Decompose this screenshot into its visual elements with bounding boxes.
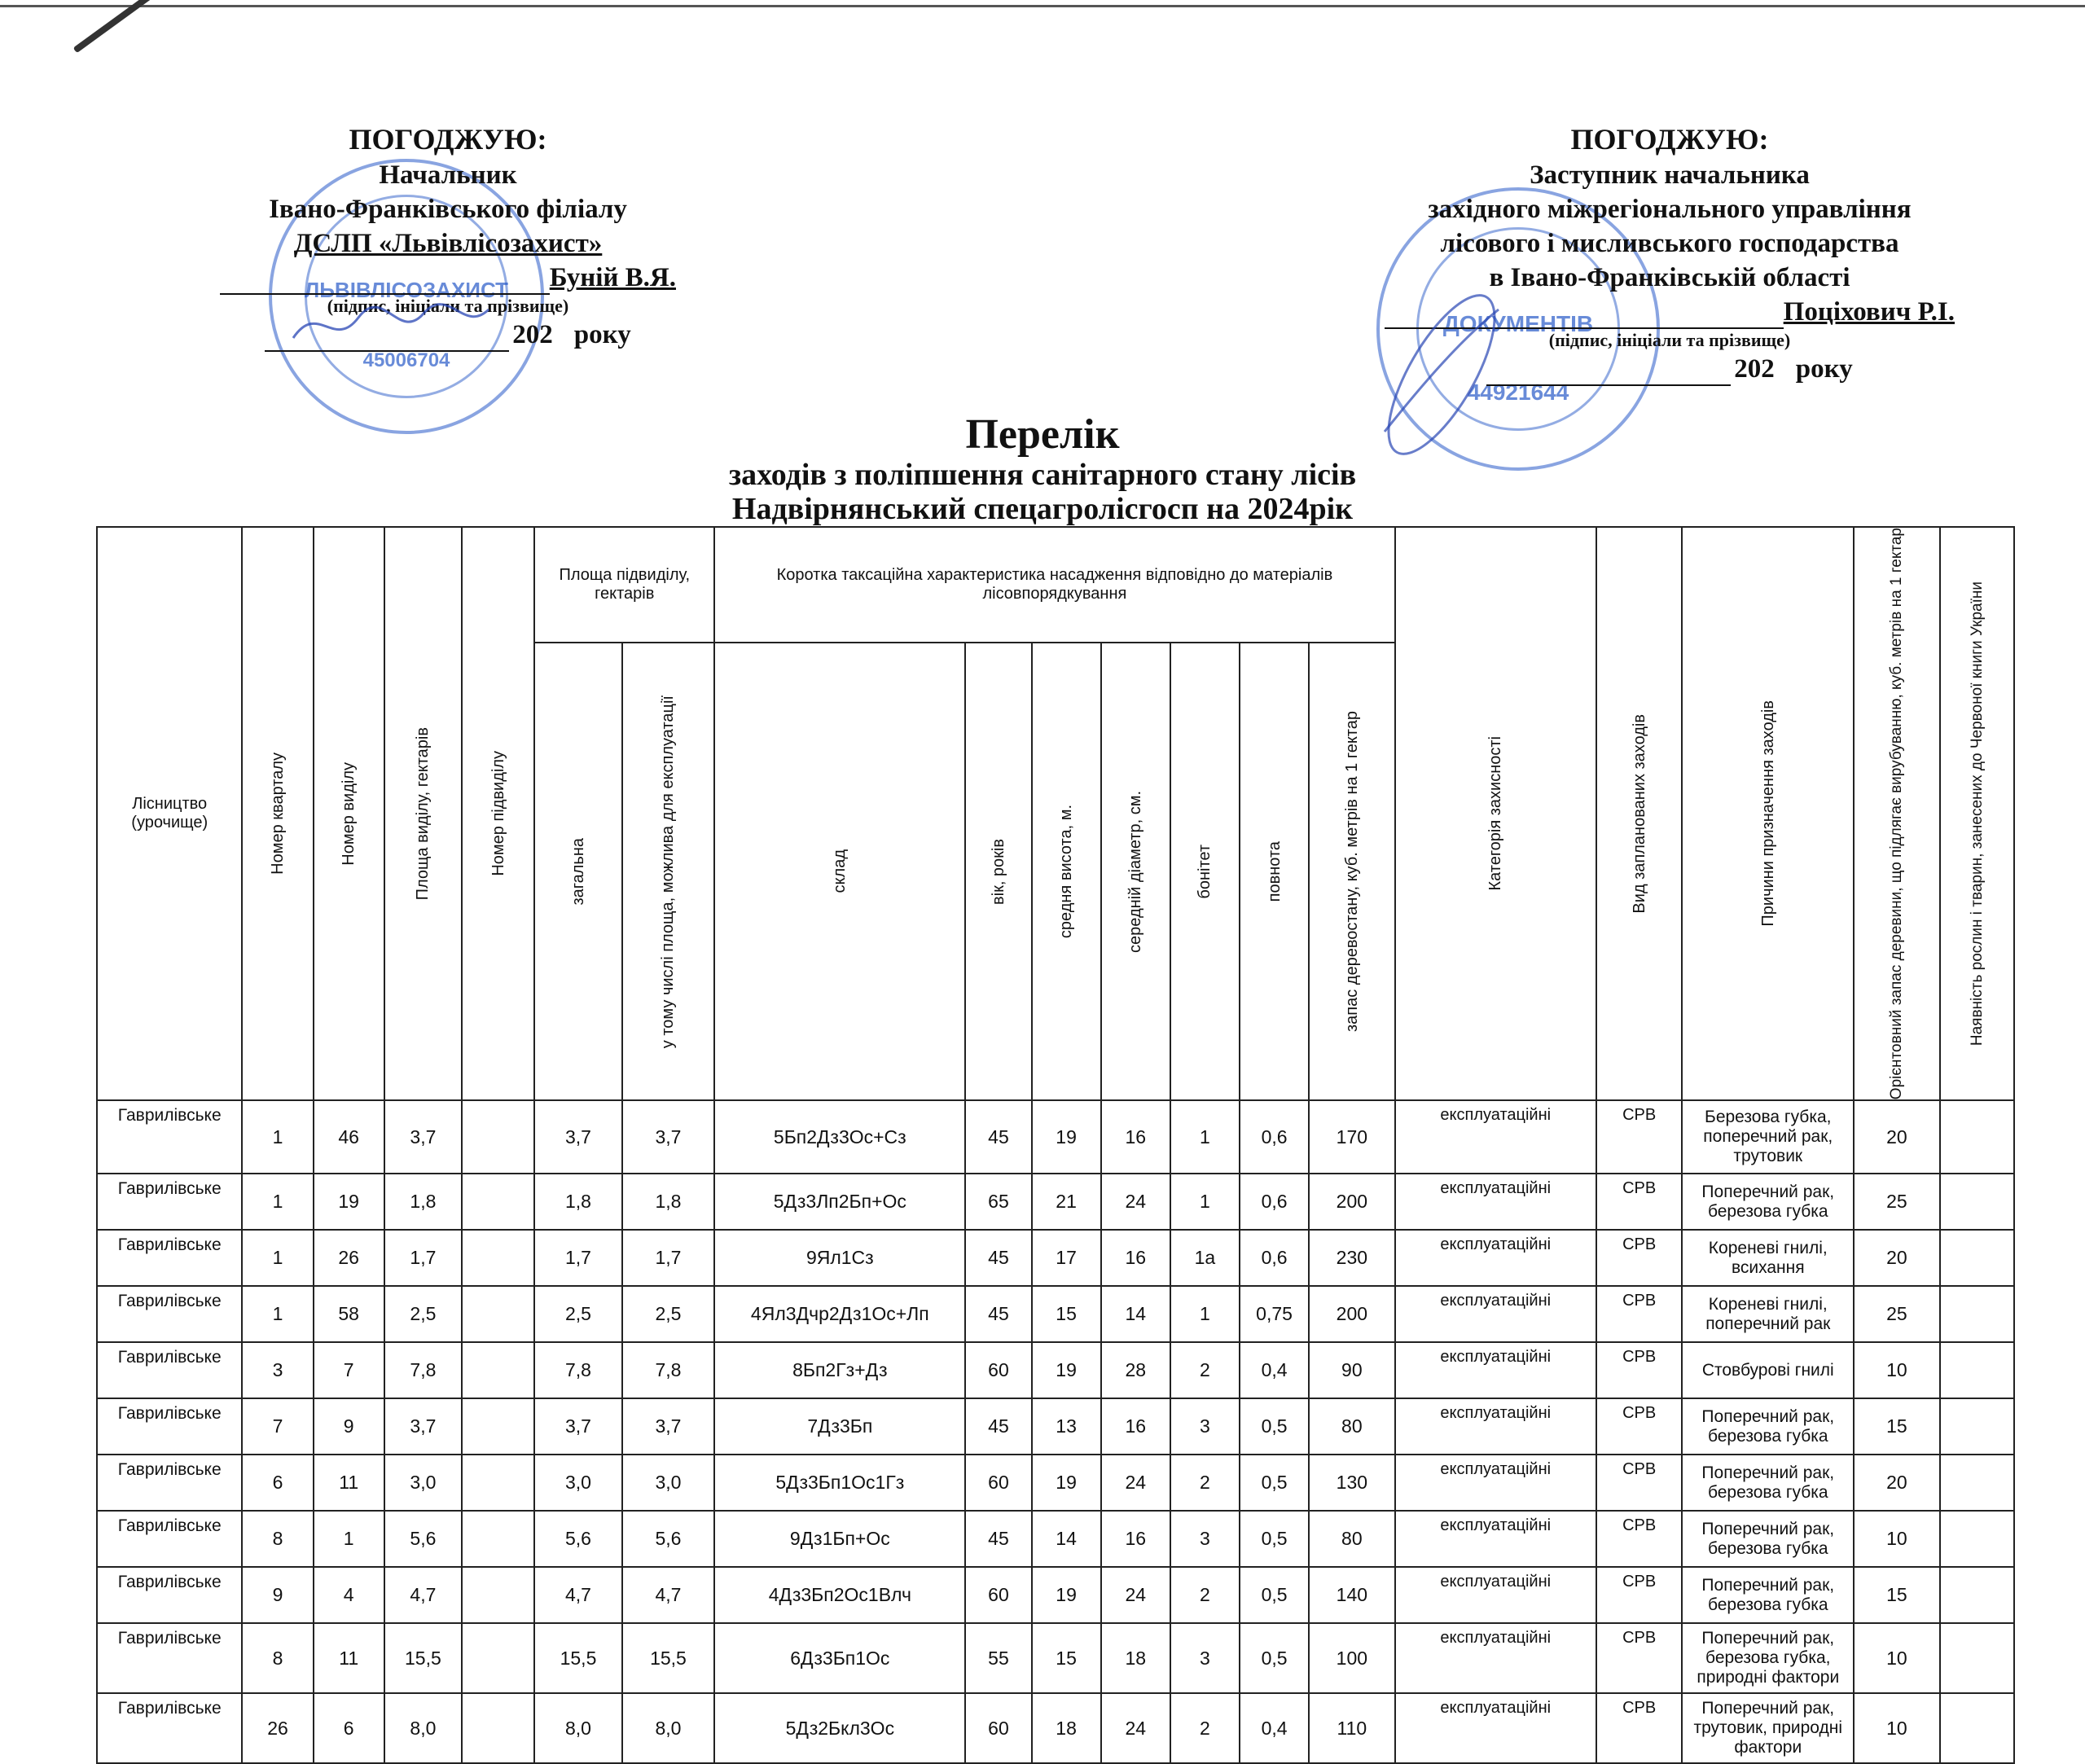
cell-quarter: 7 bbox=[242, 1398, 313, 1455]
header-plot-area: Площа виділу, гектарів bbox=[384, 527, 462, 1100]
left-stamp-code: 45006704 bbox=[362, 349, 450, 371]
cell-density: 0,75 bbox=[1240, 1286, 1309, 1342]
cell-volume: 10 bbox=[1854, 1693, 1939, 1763]
cell-measure-type: СРВ bbox=[1596, 1398, 1682, 1455]
header-bonitet: бонітет bbox=[1170, 643, 1240, 1100]
cell-reason: Поперечний рак, березова губка bbox=[1682, 1511, 1854, 1567]
cell-reason: Поперечний рак, трутовик, природні фактори bbox=[1682, 1693, 1854, 1763]
cell-protection-category: експлуатаційні bbox=[1395, 1567, 1596, 1623]
cell-diameter: 16 bbox=[1101, 1398, 1170, 1455]
cell-composition: 8Бп2Гз+Дз bbox=[714, 1342, 965, 1398]
cell-plot: 11 bbox=[314, 1623, 384, 1693]
cell-age: 55 bbox=[965, 1623, 1031, 1693]
cell-reason: Стовбурові гнилі bbox=[1682, 1342, 1854, 1398]
cell-subplot bbox=[462, 1174, 534, 1230]
cell-forestry: Гаврилівське bbox=[97, 1230, 242, 1286]
cell-age: 45 bbox=[965, 1511, 1031, 1567]
pen-mark bbox=[73, 0, 156, 53]
header-age: вік, років bbox=[965, 643, 1031, 1100]
cell-red-book bbox=[1940, 1286, 2014, 1342]
cell-age: 60 bbox=[965, 1455, 1031, 1511]
header-exploitable: у тому числі площа, можлива для експлуатації bbox=[622, 643, 715, 1100]
right-stamp-code: 44921644 bbox=[1467, 380, 1569, 405]
cell-stock: 200 bbox=[1309, 1286, 1394, 1342]
cell-composition: 5Дз2Бкл3Ос bbox=[714, 1693, 965, 1763]
cell-density: 0,5 bbox=[1240, 1398, 1309, 1455]
cell-bonitet: 1 bbox=[1170, 1286, 1240, 1342]
cell-plot: 7 bbox=[314, 1342, 384, 1398]
cell-plot: 58 bbox=[314, 1286, 384, 1342]
cell-forestry: Гаврилівське bbox=[97, 1455, 242, 1511]
approval-block-left bbox=[220, 122, 676, 352]
cell-forestry: Гаврилівське bbox=[97, 1623, 242, 1693]
cell-height: 13 bbox=[1032, 1398, 1101, 1455]
table-row bbox=[97, 1286, 2014, 1342]
cell-bonitet: 2 bbox=[1170, 1693, 1240, 1763]
table-row bbox=[97, 1174, 2014, 1230]
cell-quarter: 1 bbox=[242, 1286, 313, 1342]
cell-volume: 20 bbox=[1854, 1455, 1939, 1511]
cell-density: 0,6 bbox=[1240, 1174, 1309, 1230]
cell-quarter: 6 bbox=[242, 1455, 313, 1511]
cell-measure-type: СРВ bbox=[1596, 1342, 1682, 1398]
header-quarter: Номер кварталу bbox=[242, 527, 313, 1100]
header-diameter: середній діаметр, см. bbox=[1101, 643, 1170, 1100]
cell-volume: 25 bbox=[1854, 1174, 1939, 1230]
cell-plot: 4 bbox=[314, 1567, 384, 1623]
cell-total-area: 3,0 bbox=[534, 1455, 621, 1511]
cell-density: 0,5 bbox=[1240, 1455, 1309, 1511]
table-row bbox=[97, 1693, 2014, 1763]
header-density: повнота bbox=[1240, 643, 1309, 1100]
cell-composition: 4Дз3Бп2Ос1Влч bbox=[714, 1567, 965, 1623]
cell-reason: Поперечний рак, березова губка, природні фактори bbox=[1682, 1623, 1854, 1693]
cell-bonitet: 3 bbox=[1170, 1398, 1240, 1455]
approval-right-date-line bbox=[1486, 353, 1731, 386]
cell-density: 0,6 bbox=[1240, 1100, 1309, 1174]
cell-quarter: 3 bbox=[242, 1342, 313, 1398]
cell-quarter: 1 bbox=[242, 1100, 313, 1174]
cell-subplot bbox=[462, 1100, 534, 1174]
cell-stock: 230 bbox=[1309, 1230, 1394, 1286]
title-line-1: Перелік bbox=[965, 411, 1120, 458]
cell-total-area: 8,0 bbox=[534, 1693, 621, 1763]
cell-composition: 9Дз1Бп+Ос bbox=[714, 1511, 965, 1567]
cell-forestry: Гаврилівське bbox=[97, 1100, 242, 1174]
table-body bbox=[97, 1100, 2014, 1763]
cell-plot-area: 3,7 bbox=[384, 1100, 462, 1174]
approval-right-signature-row bbox=[1385, 295, 1955, 329]
cell-stock: 80 bbox=[1309, 1511, 1394, 1567]
cell-reason: Поперечний рак, березова губка bbox=[1682, 1398, 1854, 1455]
cell-diameter: 16 bbox=[1101, 1230, 1170, 1286]
cell-density: 0,6 bbox=[1240, 1230, 1309, 1286]
header-reasons: Причини призначення заходів bbox=[1682, 527, 1854, 1100]
cell-age: 65 bbox=[965, 1174, 1031, 1230]
cell-measure-type: СРВ bbox=[1596, 1230, 1682, 1286]
cell-protection-category: експлуатаційні bbox=[1395, 1511, 1596, 1567]
cell-exploitable-area: 3,7 bbox=[622, 1100, 715, 1174]
approval-right-org-line3: в Івано-Франківській області bbox=[1489, 263, 1850, 292]
cell-stock: 130 bbox=[1309, 1455, 1394, 1511]
cell-subplot bbox=[462, 1455, 534, 1511]
cell-bonitet: 2 bbox=[1170, 1342, 1240, 1398]
cell-quarter: 1 bbox=[242, 1230, 313, 1286]
left-stamp-center-text: ЛЬВІВЛІСОЗАХИСТ bbox=[305, 278, 508, 302]
cell-red-book bbox=[1940, 1398, 2014, 1455]
cell-plot-area: 3,0 bbox=[384, 1455, 462, 1511]
cell-volume: 25 bbox=[1854, 1286, 1939, 1342]
cell-reason: Березова губка, поперечний рак, трутовик bbox=[1682, 1100, 1854, 1174]
cell-subplot bbox=[462, 1693, 534, 1763]
table-row bbox=[97, 1455, 2014, 1511]
cell-volume: 20 bbox=[1854, 1230, 1939, 1286]
cell-red-book bbox=[1940, 1511, 2014, 1567]
table-row bbox=[97, 1623, 2014, 1693]
scan-edge-line bbox=[0, 5, 2085, 7]
cell-diameter: 18 bbox=[1101, 1623, 1170, 1693]
cell-diameter: 16 bbox=[1101, 1100, 1170, 1174]
table-row bbox=[97, 1398, 2014, 1455]
cell-stock: 100 bbox=[1309, 1623, 1394, 1693]
cell-protection-category: експлуатаційні bbox=[1395, 1398, 1596, 1455]
cell-height: 14 bbox=[1032, 1511, 1101, 1567]
table-row bbox=[97, 1100, 2014, 1174]
cell-height: 19 bbox=[1032, 1567, 1101, 1623]
cell-red-book bbox=[1940, 1342, 2014, 1398]
cell-plot-area: 1,7 bbox=[384, 1230, 462, 1286]
cell-exploitable-area: 15,5 bbox=[622, 1623, 715, 1693]
cell-plot: 6 bbox=[314, 1693, 384, 1763]
cell-composition: 4Ял3Дчр2Дз1Ос+Лп bbox=[714, 1286, 965, 1342]
cell-plot-area: 7,8 bbox=[384, 1342, 462, 1398]
cell-bonitet: 3 bbox=[1170, 1511, 1240, 1567]
cell-plot-area: 2,5 bbox=[384, 1286, 462, 1342]
cell-protection-category: експлуатаційні bbox=[1395, 1455, 1596, 1511]
sanitary-measures-table bbox=[96, 526, 2015, 1764]
cell-stock: 140 bbox=[1309, 1567, 1394, 1623]
cell-bonitet: 2 bbox=[1170, 1567, 1240, 1623]
cell-subplot bbox=[462, 1567, 534, 1623]
cell-quarter: 1 bbox=[242, 1174, 313, 1230]
cell-reason: Кореневі гнилі, всихання bbox=[1682, 1230, 1854, 1286]
approval-left-date-line bbox=[265, 319, 509, 352]
cell-subplot bbox=[462, 1286, 534, 1342]
approval-left-signature-line bbox=[220, 261, 550, 295]
cell-stock: 170 bbox=[1309, 1100, 1394, 1174]
approval-left-heading: ПОГОДЖУЮ: bbox=[349, 123, 547, 156]
cell-total-area: 3,7 bbox=[534, 1398, 621, 1455]
cell-reason: Кореневі гнилі, поперечний рак bbox=[1682, 1286, 1854, 1342]
cell-protection-category: експлуатаційні bbox=[1395, 1623, 1596, 1693]
cell-subplot bbox=[462, 1398, 534, 1455]
cell-plot: 46 bbox=[314, 1100, 384, 1174]
cell-total-area: 1,8 bbox=[534, 1174, 621, 1230]
cell-forestry: Гаврилівське bbox=[97, 1286, 242, 1342]
cell-density: 0,5 bbox=[1240, 1567, 1309, 1623]
cell-height: 17 bbox=[1032, 1230, 1101, 1286]
cell-stock: 200 bbox=[1309, 1174, 1394, 1230]
cell-forestry: Гаврилівське bbox=[97, 1511, 242, 1567]
cell-total-area: 7,8 bbox=[534, 1342, 621, 1398]
cell-reason: Поперечний рак, березова губка bbox=[1682, 1455, 1854, 1511]
cell-plot-area: 15,5 bbox=[384, 1623, 462, 1693]
header-subplot: Номер підвиділу bbox=[462, 527, 534, 1100]
right-stamp-center-text: ДОКУМЕНТІВ bbox=[1442, 311, 1594, 336]
approval-right-org-line2: лісового і мисливського господарства bbox=[1440, 229, 1899, 258]
cell-composition: 6Дз3Бп1Ос bbox=[714, 1623, 965, 1693]
cell-exploitable-area: 5,6 bbox=[622, 1511, 715, 1567]
header-height: средня висота, м. bbox=[1032, 643, 1101, 1100]
cell-reason: Поперечний рак, березова губка bbox=[1682, 1567, 1854, 1623]
cell-exploitable-area: 8,0 bbox=[622, 1693, 715, 1763]
cell-exploitable-area: 4,7 bbox=[622, 1567, 715, 1623]
cell-exploitable-area: 3,0 bbox=[622, 1455, 715, 1511]
cell-total-area: 5,6 bbox=[534, 1511, 621, 1567]
cell-diameter: 28 bbox=[1101, 1342, 1170, 1398]
approval-right-date-row bbox=[1385, 352, 1955, 386]
cell-red-book bbox=[1940, 1455, 2014, 1511]
cell-density: 0,5 bbox=[1240, 1511, 1309, 1567]
cell-plot: 19 bbox=[314, 1174, 384, 1230]
cell-plot-area: 8,0 bbox=[384, 1693, 462, 1763]
cell-plot: 11 bbox=[314, 1455, 384, 1511]
header-subplot-area-group: Площа підвиділу, гектарів bbox=[534, 527, 714, 643]
header-composition: склад bbox=[714, 643, 965, 1100]
cell-age: 45 bbox=[965, 1230, 1031, 1286]
table-row bbox=[97, 1567, 2014, 1623]
cell-height: 21 bbox=[1032, 1174, 1101, 1230]
cell-exploitable-area: 3,7 bbox=[622, 1398, 715, 1455]
cell-height: 18 bbox=[1032, 1693, 1101, 1763]
header-measure-type: Вид запланованих заходів bbox=[1596, 527, 1682, 1100]
header-total: загальна bbox=[534, 643, 621, 1100]
cell-composition: 5Дз3Лп2Бп+Ос bbox=[714, 1174, 965, 1230]
cell-height: 19 bbox=[1032, 1100, 1101, 1174]
cell-protection-category: експлуатаційні bbox=[1395, 1230, 1596, 1286]
cell-volume: 15 bbox=[1854, 1567, 1939, 1623]
cell-protection-category: експлуатаційні bbox=[1395, 1342, 1596, 1398]
cell-forestry: Гаврилівське bbox=[97, 1567, 242, 1623]
cell-red-book bbox=[1940, 1623, 2014, 1693]
cell-exploitable-area: 7,8 bbox=[622, 1342, 715, 1398]
table-row bbox=[97, 1511, 2014, 1567]
approval-left-position: Начальник bbox=[379, 160, 517, 190]
cell-quarter: 8 bbox=[242, 1511, 313, 1567]
cell-total-area: 1,7 bbox=[534, 1230, 621, 1286]
cell-red-book bbox=[1940, 1567, 2014, 1623]
approval-right-org-line1: західного міжрегіонального управління bbox=[1428, 195, 1912, 224]
cell-total-area: 15,5 bbox=[534, 1623, 621, 1693]
cell-exploitable-area: 1,8 bbox=[622, 1174, 715, 1230]
cell-measure-type: СРВ bbox=[1596, 1455, 1682, 1511]
approval-right-signature-line bbox=[1385, 295, 1784, 329]
cell-exploitable-area: 2,5 bbox=[622, 1286, 715, 1342]
table-row bbox=[97, 1342, 2014, 1398]
cell-plot-area: 3,7 bbox=[384, 1398, 462, 1455]
header-stock: запас деревостану, куб. метрів на 1 гектар bbox=[1309, 643, 1394, 1100]
cell-diameter: 16 bbox=[1101, 1511, 1170, 1567]
cell-age: 45 bbox=[965, 1286, 1031, 1342]
cell-age: 60 bbox=[965, 1342, 1031, 1398]
cell-height: 19 bbox=[1032, 1455, 1101, 1511]
cell-measure-type: СРВ bbox=[1596, 1693, 1682, 1763]
cell-diameter: 24 bbox=[1101, 1567, 1170, 1623]
cell-measure-type: СРВ bbox=[1596, 1286, 1682, 1342]
cell-height: 19 bbox=[1032, 1342, 1101, 1398]
cell-volume: 15 bbox=[1854, 1398, 1939, 1455]
cell-diameter: 14 bbox=[1101, 1286, 1170, 1342]
cell-subplot bbox=[462, 1230, 534, 1286]
approval-right-heading: ПОГОДЖУЮ: bbox=[1570, 123, 1769, 156]
cell-total-area: 4,7 bbox=[534, 1567, 621, 1623]
cell-density: 0,4 bbox=[1240, 1693, 1309, 1763]
cell-quarter: 26 bbox=[242, 1693, 313, 1763]
cell-protection-category: експлуатаційні bbox=[1395, 1100, 1596, 1174]
cell-composition: 9Ял1Сз bbox=[714, 1230, 965, 1286]
approval-block-right bbox=[1385, 122, 1955, 386]
cell-bonitet: 1 bbox=[1170, 1174, 1240, 1230]
header-red-book: Наявність рослин і тварин, занесених до Червоної книги України bbox=[1940, 527, 2014, 1100]
document-title bbox=[489, 412, 1596, 526]
cell-protection-category: експлуатаційні bbox=[1395, 1693, 1596, 1763]
cell-stock: 90 bbox=[1309, 1342, 1394, 1398]
cell-red-book bbox=[1940, 1100, 2014, 1174]
cell-volume: 20 bbox=[1854, 1100, 1939, 1174]
cell-density: 0,5 bbox=[1240, 1623, 1309, 1693]
cell-diameter: 24 bbox=[1101, 1455, 1170, 1511]
cell-forestry: Гаврилівське bbox=[97, 1398, 242, 1455]
approval-right-year-suffix: року bbox=[1795, 354, 1853, 384]
cell-bonitet: 3 bbox=[1170, 1623, 1240, 1693]
cell-diameter: 24 bbox=[1101, 1174, 1170, 1230]
title-line-3: Надвірнянський спецагролісгосп на 2024рік bbox=[731, 492, 1354, 526]
cell-forestry: Гаврилівське bbox=[97, 1174, 242, 1230]
cell-measure-type: СРВ bbox=[1596, 1567, 1682, 1623]
cell-diameter: 24 bbox=[1101, 1693, 1170, 1763]
cell-stock: 110 bbox=[1309, 1693, 1394, 1763]
cell-plot-area: 4,7 bbox=[384, 1567, 462, 1623]
cell-age: 60 bbox=[965, 1693, 1031, 1763]
cell-protection-category: експлуатаційні bbox=[1395, 1174, 1596, 1230]
approval-right-name: Поціхович Р.І. bbox=[1783, 297, 1955, 327]
cell-protection-category: експлуатаційні bbox=[1395, 1286, 1596, 1342]
approval-left-date-row bbox=[220, 318, 676, 352]
approval-left-sign-caption: (підпис, ініціали та прізвище) bbox=[327, 296, 569, 316]
cell-measure-type: СРВ bbox=[1596, 1100, 1682, 1174]
approval-left-year-suffix: року bbox=[573, 320, 631, 349]
cell-subplot bbox=[462, 1511, 534, 1567]
cell-plot-area: 5,6 bbox=[384, 1511, 462, 1567]
cell-measure-type: СРВ bbox=[1596, 1623, 1682, 1693]
header-taxation-group: Коротка таксаційна характеристика насадження відповідно до матеріалів лісовпорядкування bbox=[714, 527, 1394, 643]
approval-left-signature-row bbox=[220, 261, 676, 295]
cell-height: 15 bbox=[1032, 1286, 1101, 1342]
cell-subplot bbox=[462, 1342, 534, 1398]
cell-volume: 10 bbox=[1854, 1342, 1939, 1398]
cell-stock: 80 bbox=[1309, 1398, 1394, 1455]
header-forestry: Лісництво (урочище) bbox=[97, 527, 242, 1100]
cell-quarter: 9 bbox=[242, 1567, 313, 1623]
cell-forestry: Гаврилівське bbox=[97, 1342, 242, 1398]
cell-height: 15 bbox=[1032, 1623, 1101, 1693]
cell-forestry: Гаврилівське bbox=[97, 1693, 242, 1763]
cell-age: 45 bbox=[965, 1398, 1031, 1455]
cell-bonitet: 1а bbox=[1170, 1230, 1240, 1286]
cell-exploitable-area: 1,7 bbox=[622, 1230, 715, 1286]
cell-red-book bbox=[1940, 1693, 2014, 1763]
approval-left-name: Буній В.Я. bbox=[549, 263, 676, 292]
table-header-row-1 bbox=[97, 527, 2014, 643]
cell-red-book bbox=[1940, 1174, 2014, 1230]
approval-right-sign-caption: (підпис, ініціали та прізвище) bbox=[1548, 330, 1791, 350]
approval-left-enterprise: ДСЛП «Львівлісозахист» bbox=[293, 229, 603, 258]
cell-plot: 1 bbox=[314, 1511, 384, 1567]
cell-measure-type: СРВ bbox=[1596, 1174, 1682, 1230]
approval-left-year-prefix: 202 bbox=[512, 320, 553, 349]
cell-quarter: 8 bbox=[242, 1623, 313, 1693]
approval-left-org: Івано-Франківського філіалу bbox=[269, 195, 627, 224]
cell-density: 0,4 bbox=[1240, 1342, 1309, 1398]
cell-composition: 5Бп2Дз3Ос+Сз bbox=[714, 1100, 965, 1174]
cell-plot: 26 bbox=[314, 1230, 384, 1286]
header-plot: Номер виділу bbox=[314, 527, 384, 1100]
cell-subplot bbox=[462, 1623, 534, 1693]
cell-plot: 9 bbox=[314, 1398, 384, 1455]
cell-age: 60 bbox=[965, 1567, 1031, 1623]
cell-total-area: 2,5 bbox=[534, 1286, 621, 1342]
cell-volume: 10 bbox=[1854, 1623, 1939, 1693]
title-line-2: заходів з поліпшення санітарного стану лісів bbox=[728, 458, 1357, 492]
header-protection-category: Категорія захисності bbox=[1395, 527, 1596, 1100]
header-volume: Орієнтовний запас деревини, що підлягає вирубуванню, куб. метрів на 1 гектар bbox=[1854, 527, 1939, 1100]
approval-right-position: Заступник начальника bbox=[1530, 160, 1810, 190]
cell-age: 45 bbox=[965, 1100, 1031, 1174]
cell-reason: Поперечний рак, березова губка bbox=[1682, 1174, 1854, 1230]
approval-right-year-prefix: 202 bbox=[1734, 354, 1775, 384]
cell-total-area: 3,7 bbox=[534, 1100, 621, 1174]
table-row bbox=[97, 1230, 2014, 1286]
cell-volume: 10 bbox=[1854, 1511, 1939, 1567]
cell-plot-area: 1,8 bbox=[384, 1174, 462, 1230]
cell-bonitet: 2 bbox=[1170, 1455, 1240, 1511]
cell-composition: 7Дз3Бп bbox=[714, 1398, 965, 1455]
cell-red-book bbox=[1940, 1230, 2014, 1286]
cell-measure-type: СРВ bbox=[1596, 1511, 1682, 1567]
cell-bonitet: 1 bbox=[1170, 1100, 1240, 1174]
cell-composition: 5Дз3Бп1Ос1Гз bbox=[714, 1455, 965, 1511]
